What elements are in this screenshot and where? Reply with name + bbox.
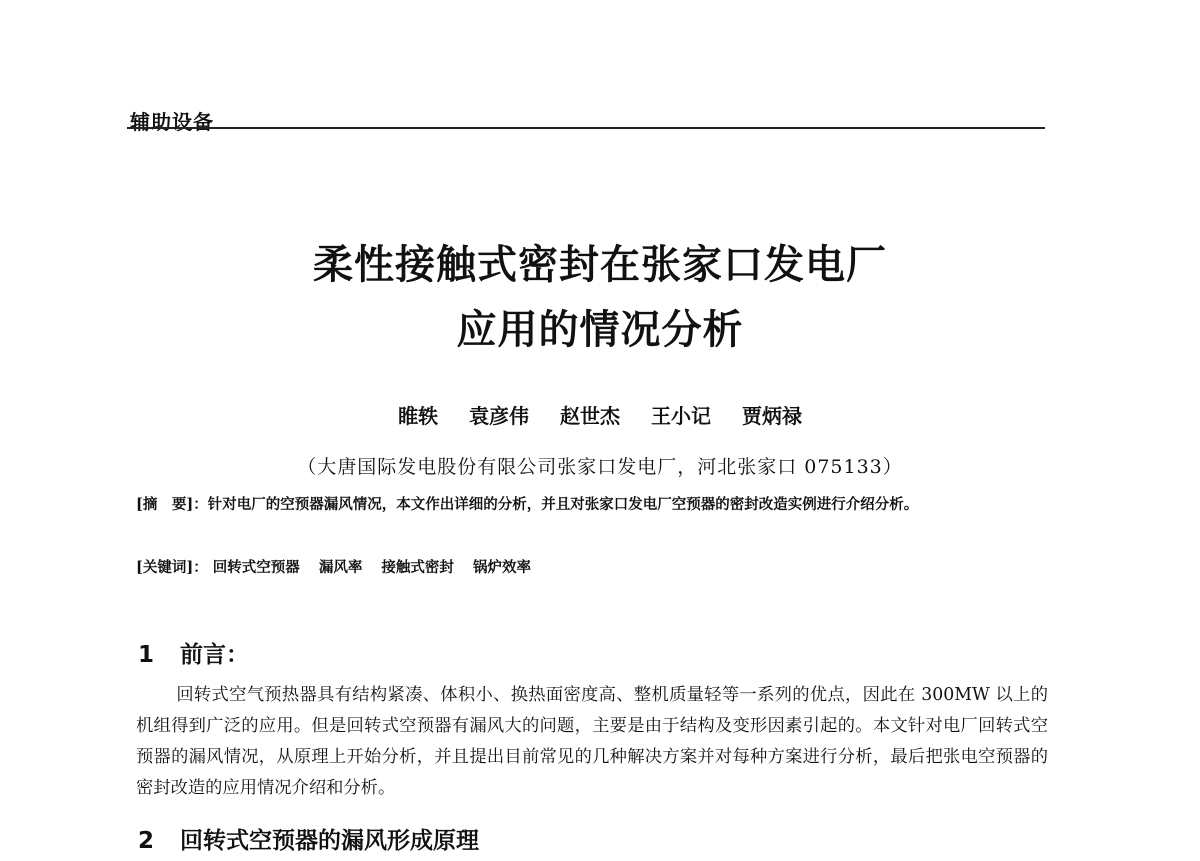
header-rule: [127, 127, 1045, 129]
author-name: 贾炳禄: [741, 404, 802, 428]
section-heading-1: [138, 636, 249, 669]
abstract-label: [摘 要]：: [136, 496, 208, 513]
title-line-1: 柔性接触式密封在张家口发电厂: [313, 242, 887, 288]
keywords: [136, 556, 1048, 577]
author-name: 睢轶: [398, 404, 439, 428]
keyword: 锅炉效率: [472, 559, 531, 576]
section-1-paragraph: [136, 680, 1048, 804]
abstract: [136, 489, 1048, 521]
section-title: 回转式空预器的漏风形成原理: [180, 828, 479, 854]
keyword: 回转式空预器: [212, 559, 300, 576]
keyword: 接触式密封: [381, 559, 454, 576]
author-list: [0, 400, 1200, 429]
keywords-label: [关键词]：: [136, 559, 208, 576]
paragraph-text: 回转式空气预热器具有结构紧凑、体积小、换热面密度高、整机质量轻等一系列的优点，因此在 300MW 以上的机组得到广泛的应用。但是回转式空预器有漏风大的问题，主要是由于结构及变形因素引起的。本文针对电厂回转式空预器的漏风情况，从原理上开始分析，并且提出目前常见的几种解决方案并对每种方案进行分析，最后把张电空预器的密封改造的应用情况介绍和分析。: [136, 685, 1048, 798]
author-name: 王小记: [650, 404, 711, 428]
title-line-2: 应用的情况分析: [456, 307, 744, 353]
section-number: 2: [138, 828, 155, 854]
section-heading-2: [138, 822, 479, 855]
affiliation: （大唐国际发电股份有限公司张家口发电厂，河北张家口 075133）: [297, 456, 903, 478]
section-title: 前言：: [180, 642, 249, 668]
abstract-text: 针对电厂的空预器漏风情况，本文作出详细的分析，并且对张家口发电厂空预器的密封改造实例进行介绍分析。: [207, 496, 919, 513]
keyword: 漏风率: [318, 559, 363, 576]
running-head: 辅助设备: [130, 110, 214, 134]
section-number: 1: [138, 642, 155, 668]
author-name: 袁彦伟: [469, 404, 530, 428]
author-name: 赵世杰: [560, 404, 620, 428]
